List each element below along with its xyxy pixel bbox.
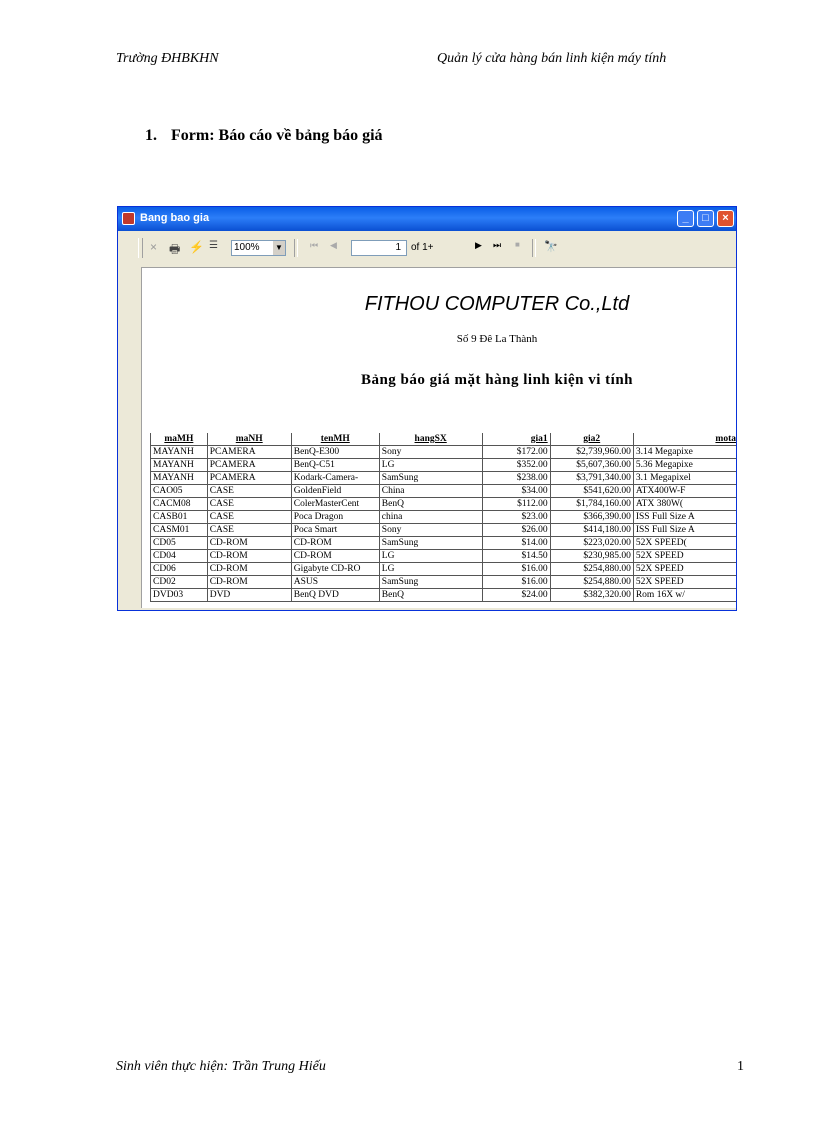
price-table [150,433,737,602]
close-window-button[interactable]: × [717,210,734,227]
table-row [151,511,738,524]
column-header: maNH [207,433,291,446]
table-row [151,537,738,550]
app-icon [122,212,135,225]
table-cell: $5,607,360.00 [550,459,633,472]
toolbar-separator [532,239,536,257]
table-row [151,472,738,485]
column-header: gia1 [482,433,550,446]
table-cell: PCAMERA [207,459,291,472]
footer-author: Sinh viên thực hiện: Trần Trung Hiếu [116,1059,326,1074]
table-cell: PCAMERA [207,446,291,459]
table-cell: Poca Dragon [291,511,379,524]
first-page-icon[interactable]: ⏮ [310,240,319,250]
table-cell: CASE [207,511,291,524]
table-cell: $414,180.00 [550,524,633,537]
table-cell: CD-ROM [207,550,291,563]
table-cell: BenQ-E300 [291,446,379,459]
table-header-row [151,433,738,446]
report-viewer[interactable] [141,267,737,608]
table-cell: ISS Full Size A [633,524,737,537]
prev-page-icon[interactable]: ◀ [330,240,337,250]
table-cell: $112.00 [482,498,550,511]
table-cell: MAYANH [151,472,208,485]
table-cell: $24.00 [482,589,550,602]
report-title: Bảng báo giá mặt hàng linh kiện vi tính [360,372,634,388]
table-cell: $3,791,340.00 [550,472,633,485]
table-cell: $2,739,960.00 [550,446,633,459]
table-cell: ATX 380W( [633,498,737,511]
table-cell: BenQ DVD [291,589,379,602]
section-title-text: Form: Báo cáo về bảng báo giá [171,127,383,144]
table-cell: CD02 [151,576,208,589]
table-cell: 52X SPEED [633,550,737,563]
table-cell: 5.36 Megapixe [633,459,737,472]
table-cell: SamSung [379,576,482,589]
print-icon[interactable]: 🖶 [169,242,181,256]
table-cell: $34.00 [482,485,550,498]
table-cell: Sony [379,446,482,459]
table-cell: 3.14 Megapixe [633,446,737,459]
table-cell: MAYANH [151,459,208,472]
table-cell: BenQ [379,498,482,511]
table-row [151,576,738,589]
toolbar-separator [294,239,298,257]
table-cell: CD06 [151,563,208,576]
footer-page-number: 1 [737,1059,744,1074]
last-page-icon[interactable]: ⏭ [493,240,502,250]
table-row [151,459,738,472]
table-cell: $14.50 [482,550,550,563]
window-title: Bang bao gia [140,212,210,224]
table-cell: 52X SPEED [633,576,737,589]
table-cell: ATX400W-F [633,485,737,498]
table-cell: PCAMERA [207,472,291,485]
table-cell: CD04 [151,550,208,563]
table-cell: ColerMasterCent [291,498,379,511]
table-cell: SamSung [379,472,482,485]
section-title [145,127,383,145]
table-cell: $254,880.00 [550,563,633,576]
table-cell: CD-ROM [207,537,291,550]
table-cell: Poca Smart [291,524,379,537]
table-cell: Kodark-Camera- [291,472,379,485]
close-icon[interactable]: × [150,240,158,254]
table-row [151,485,738,498]
page-number-input[interactable]: 1 [351,240,407,256]
table-cell: CD-ROM [207,576,291,589]
header-right: Quản lý cửa hàng bán linh kiện máy tính [437,51,667,66]
table-cell: CASE [207,524,291,537]
table-cell: CAO05 [151,485,208,498]
table-cell: Sony [379,524,482,537]
company-name: FITHOU COMPUTER Co.,Ltd [364,293,630,315]
page-count: of 1+ [411,242,434,253]
company-address: Số 9 Đê La Thành [456,333,538,345]
table-cell: $223,020.00 [550,537,633,550]
table-cell: 52X SPEED( [633,537,737,550]
header-left: Trường ĐHBKHN [116,51,219,66]
column-header: gia2 [550,433,633,446]
toolbar-grip[interactable] [138,238,143,258]
table-cell: CACM08 [151,498,208,511]
table-cell: ISS Full Size A [633,511,737,524]
report-window [117,206,737,611]
zoom-select[interactable] [231,240,286,256]
report-toolbar [138,237,734,259]
column-header: maMH [151,433,208,446]
table-cell: china [379,511,482,524]
column-header: hangSX [379,433,482,446]
table-cell: GoldenField [291,485,379,498]
table-cell: DVD [207,589,291,602]
table-row [151,524,738,537]
table-cell: CASE [207,498,291,511]
table-cell: ASUS [291,576,379,589]
table-cell: CD-ROM [207,563,291,576]
table-cell: LG [379,550,482,563]
table-cell: LG [379,459,482,472]
table-row [151,589,738,602]
maximize-button[interactable]: □ [697,210,714,227]
find-icon[interactable]: 🔭 [544,241,558,253]
table-cell: $541,620.00 [550,485,633,498]
table-cell: DVD03 [151,589,208,602]
table-cell: CD-ROM [291,537,379,550]
table-cell: Gigabyte CD-RO [291,563,379,576]
table-cell: $23.00 [482,511,550,524]
section-number: 1. [145,127,157,144]
table-cell: CASB01 [151,511,208,524]
table-cell: Rom 16X w/ [633,589,737,602]
window-titlebar[interactable] [118,207,736,231]
zoom-value: 100% [234,242,260,253]
table-cell: $238.00 [482,472,550,485]
table-cell: $14.00 [482,537,550,550]
table-cell: SamSung [379,537,482,550]
table-cell: $172.00 [482,446,550,459]
table-row [151,498,738,511]
column-header: mota [633,433,737,446]
group-tree-icon[interactable]: ☰ [209,240,218,251]
table-cell: $16.00 [482,576,550,589]
stop-icon[interactable]: ■ [515,240,520,249]
table-cell: CD-ROM [291,550,379,563]
table-cell: 3.1 Megapixel [633,472,737,485]
table-cell: MAYANH [151,446,208,459]
table-row [151,446,738,459]
table-cell: $26.00 [482,524,550,537]
refresh-icon[interactable]: ⚡ [189,240,204,254]
table-row [151,563,738,576]
table-cell: $16.00 [482,563,550,576]
table-cell: BenQ-C51 [291,459,379,472]
table-cell: 52X SPEED [633,563,737,576]
table-cell: $230,985.00 [550,550,633,563]
minimize-button[interactable]: _ [677,210,694,227]
table-cell: $382,320.00 [550,589,633,602]
column-header: tenMH [291,433,379,446]
chevron-down-icon[interactable]: ▼ [273,241,285,255]
table-cell: CD05 [151,537,208,550]
table-row [151,550,738,563]
table-cell: $352.00 [482,459,550,472]
table-cell: CASM01 [151,524,208,537]
table-cell: $254,880.00 [550,576,633,589]
table-cell: CASE [207,485,291,498]
table-cell: BenQ [379,589,482,602]
table-cell: $1,784,160.00 [550,498,633,511]
table-cell: China [379,485,482,498]
table-cell: $366,390.00 [550,511,633,524]
next-page-icon[interactable]: ▶ [475,240,482,250]
table-cell: LG [379,563,482,576]
